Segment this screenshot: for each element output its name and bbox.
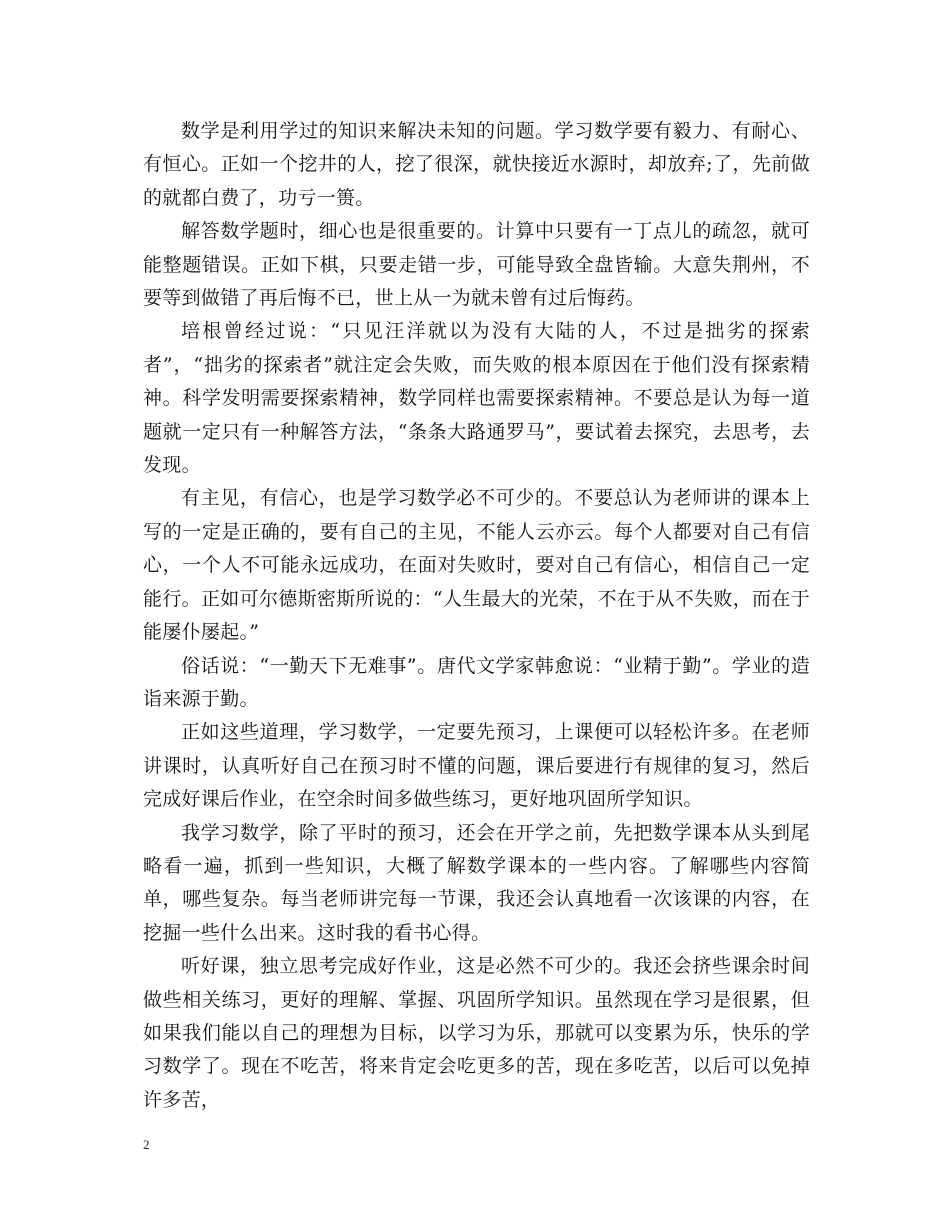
- paragraph: 解答数学题时，细心也是很重要的。计算中只要有一丁点儿的疏忽，就可能整题错误。正如下棋，只要走错一步，可能导致全盘皆输。大意失荆州，不要等到做错了再后悔不已，世上从一为就未曾有过后悔药。: [143, 220, 810, 310]
- document-body: [143, 115, 810, 1117]
- paragraph: 正如这些道理，学习数学，一定要先预习，上课便可以轻松许多。在老师讲课时，认真听好自己在预习时不懂的问题，课后要进行有规律的复习，然后完成好课后作业，在空余时间多做些练习，更好地巩固所学知识。: [143, 721, 810, 811]
- paragraph: 听好课，独立思考完成好作业，这是必然不可少的。我还会挤些课余时间做些相关练习，更好的理解、掌握、巩固所学知识。虽然现在学习是很累，但如果我们能以自己的理想为目标，以学习为乐，那就可以变累为乐，快乐的学习数学了。现在不吃苦，将来肯定会吃更多的苦，现在多吃苦，以后可以免掉许多苦，: [143, 955, 810, 1111]
- paragraph: 有主见，有信心，也是学习数学必不可少的。不要总认为老师讲的课本上写的一定是正确的，要有自己的主见，不能人云亦云。每个人都要对自己有信心，一个人不可能永远成功，在面对失败时，要对自己有信心，相信自己一定能行。正如可尔德斯密斯所说的：“人生最大的光荣，不在于从不失败，而在于能屡仆屡起。”: [143, 487, 810, 644]
- paragraph: 数学是利用学过的知识来解决未知的问题。学习数学要有毅力、有耐心、有恒心。正如一个挖井的人，挖了很深，就快接近水源时，却放弃;了，先前做的就都白费了，功亏一篑。: [143, 120, 810, 209]
- paragraph: 俗话说：“一勤天下无难事”。唐代文学家韩愈说：“业精于勤”。学业的造诣来源于勤。: [143, 654, 810, 710]
- paragraph: 培根曾经过说：“只见汪洋就以为没有大陆的人，不过是拙劣的探索者”，“拙劣的探索者”就注定会失败，而失败的根本原因在于他们没有探索精神。科学发明需要探索精神，数学同样也需要探索精神。不要总是认为每一道题就一定只有一种解答方法，“条条大路通罗马”，要试着去探究，去思考，去发现。: [143, 320, 810, 477]
- page-number: 2: [143, 1137, 150, 1152]
- paragraph: 我学习数学，除了平时的预习，还会在开学之前，先把数学课本从头到尾略看一遍，抓到一些知识，大概了解数学课本的一些内容。了解哪些内容简单，哪些复杂。每当老师讲完每一节课，我还会认真地看一次该课的内容，在挖掘一些什么出来。这时我的看书心得。: [143, 821, 810, 944]
